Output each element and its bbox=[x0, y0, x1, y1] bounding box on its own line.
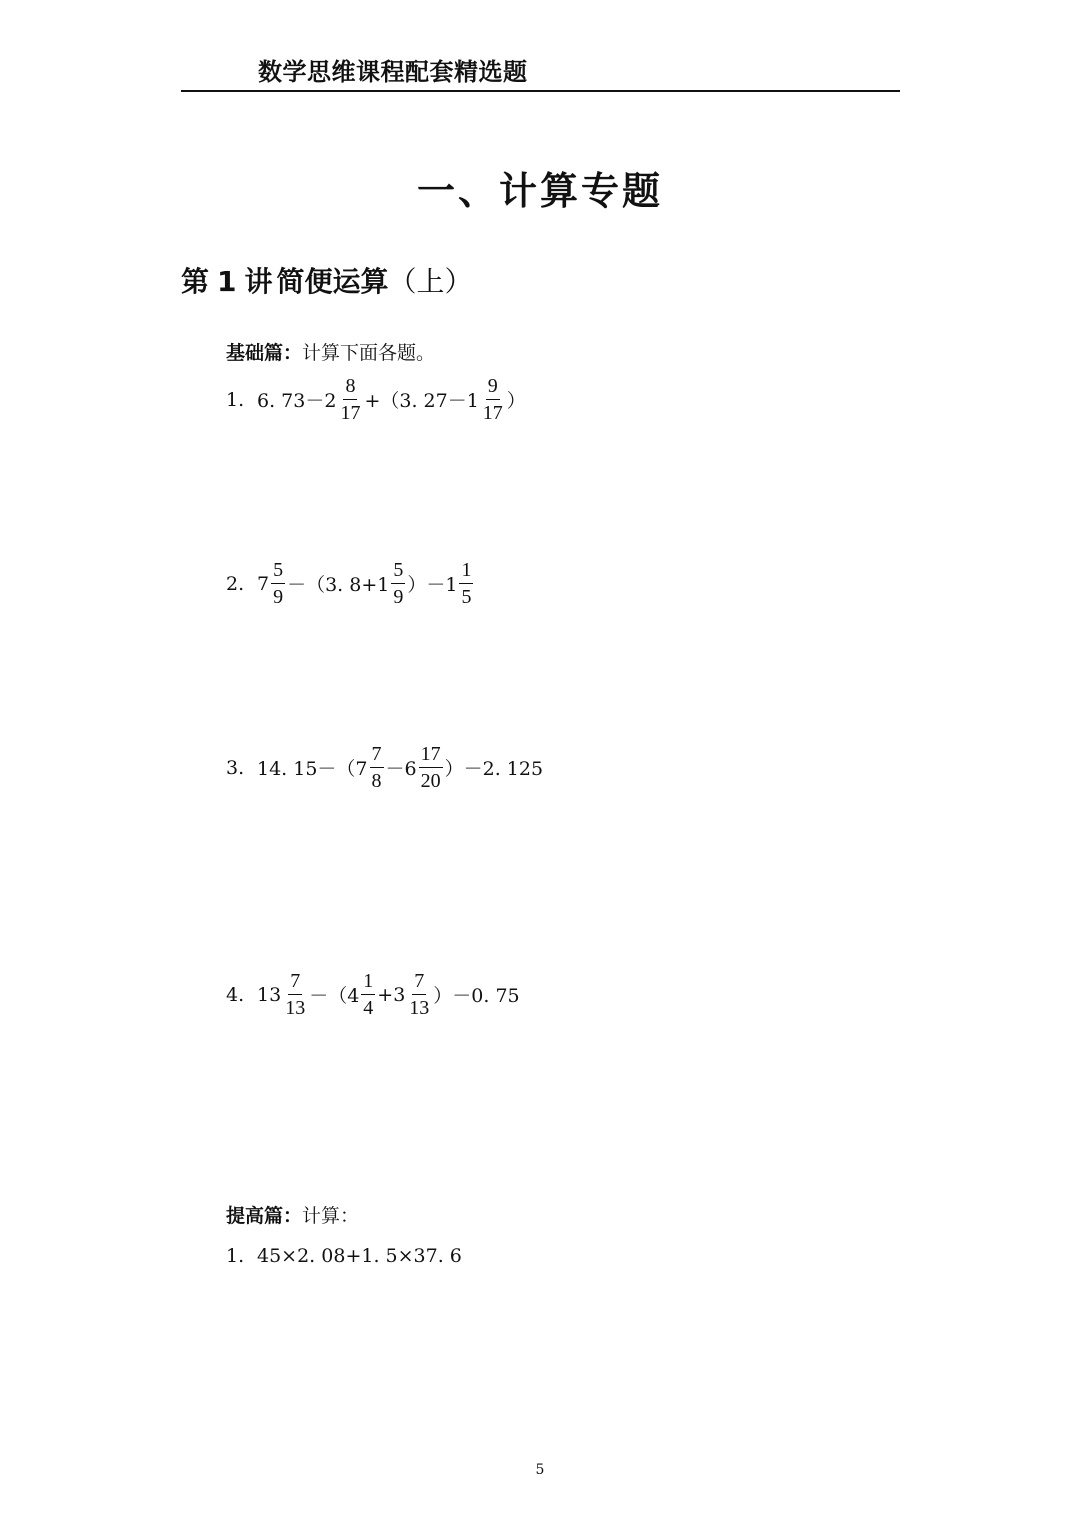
basic-instruction: 计算下面各题。 bbox=[302, 342, 436, 364]
basic-label: 基础篇： bbox=[226, 342, 303, 364]
numerator: 1 bbox=[459, 558, 473, 584]
chapter-title: 一、计算专题 bbox=[416, 169, 663, 213]
lecture-paren: （上） bbox=[388, 265, 473, 298]
numerator: 9 bbox=[486, 374, 500, 400]
numerator: 8 bbox=[343, 374, 357, 400]
fraction bbox=[271, 558, 285, 609]
denominator: 9 bbox=[273, 586, 284, 608]
advanced-section-heading bbox=[226, 1201, 359, 1228]
problem-text: 14. 15－（7 bbox=[257, 758, 368, 780]
advanced-problem-1 bbox=[226, 1245, 462, 1267]
denominator: 13 bbox=[409, 997, 430, 1019]
fraction bbox=[370, 742, 384, 793]
problem-number: 3. bbox=[226, 756, 245, 779]
basic-section-heading bbox=[226, 338, 435, 365]
problem-text: 7 bbox=[257, 572, 270, 595]
problem-text: 45×2. 08+1. 5×37. 6 bbox=[257, 1245, 462, 1267]
fraction bbox=[481, 374, 505, 425]
numerator: 7 bbox=[288, 969, 302, 995]
fraction bbox=[338, 374, 362, 425]
problem-text: ）－2. 125 bbox=[444, 758, 544, 780]
problem-text: +3 bbox=[377, 983, 406, 1006]
advanced-label: 提高篇： bbox=[226, 1205, 303, 1227]
denominator: 9 bbox=[393, 586, 404, 608]
lecture-number: 1 bbox=[217, 265, 237, 298]
lecture-unit: 讲 bbox=[244, 265, 273, 298]
denominator: 5 bbox=[461, 586, 472, 608]
denominator: 13 bbox=[285, 997, 306, 1019]
advanced-instruction: 计算： bbox=[302, 1205, 360, 1227]
fraction bbox=[459, 558, 473, 609]
problem-number: 1. bbox=[226, 1245, 245, 1267]
fraction bbox=[407, 969, 431, 1020]
problem-text: ） bbox=[506, 390, 526, 412]
header-rule bbox=[181, 90, 900, 92]
numerator: 7 bbox=[370, 742, 384, 768]
problem-text: －6 bbox=[385, 758, 417, 780]
numerator: 17 bbox=[419, 742, 443, 768]
lecture-title bbox=[181, 260, 473, 300]
numerator: 1 bbox=[361, 969, 375, 995]
problem-text: ）－0. 75 bbox=[433, 985, 520, 1007]
problem-text: －（4 bbox=[309, 985, 360, 1007]
denominator: 20 bbox=[420, 770, 441, 792]
problem-number: 1. bbox=[226, 388, 245, 411]
fraction bbox=[391, 558, 405, 609]
problem-text: +（3. 27－1 bbox=[364, 390, 479, 412]
denominator: 8 bbox=[371, 770, 382, 792]
denominator: 17 bbox=[482, 402, 503, 424]
basic-problem-3 bbox=[226, 742, 543, 793]
problem-text: －（3. 8+1 bbox=[287, 574, 390, 596]
problem-text: 6. 73－2 bbox=[257, 390, 337, 412]
page-number: 5 bbox=[535, 1462, 545, 1478]
numerator: 5 bbox=[271, 558, 285, 584]
problem-number: 4. bbox=[226, 983, 245, 1006]
denominator: 17 bbox=[340, 402, 361, 424]
basic-problem-2 bbox=[226, 558, 475, 609]
numerator: 5 bbox=[391, 558, 405, 584]
basic-problem-4 bbox=[226, 969, 520, 1020]
denominator: 4 bbox=[363, 997, 374, 1019]
fraction bbox=[283, 969, 307, 1020]
header-title: 数学思维课程配套精选题 bbox=[258, 58, 528, 86]
numerator: 7 bbox=[412, 969, 426, 995]
problem-text: 13 bbox=[257, 983, 282, 1006]
basic-problem-1 bbox=[226, 374, 526, 425]
lecture-prefix: 第 bbox=[181, 265, 210, 298]
lecture-name: 简便运算 bbox=[276, 265, 389, 298]
problem-number: 2. bbox=[226, 572, 245, 595]
problem-text: ）－1 bbox=[407, 574, 458, 596]
fraction bbox=[419, 742, 443, 793]
fraction bbox=[361, 969, 375, 1020]
